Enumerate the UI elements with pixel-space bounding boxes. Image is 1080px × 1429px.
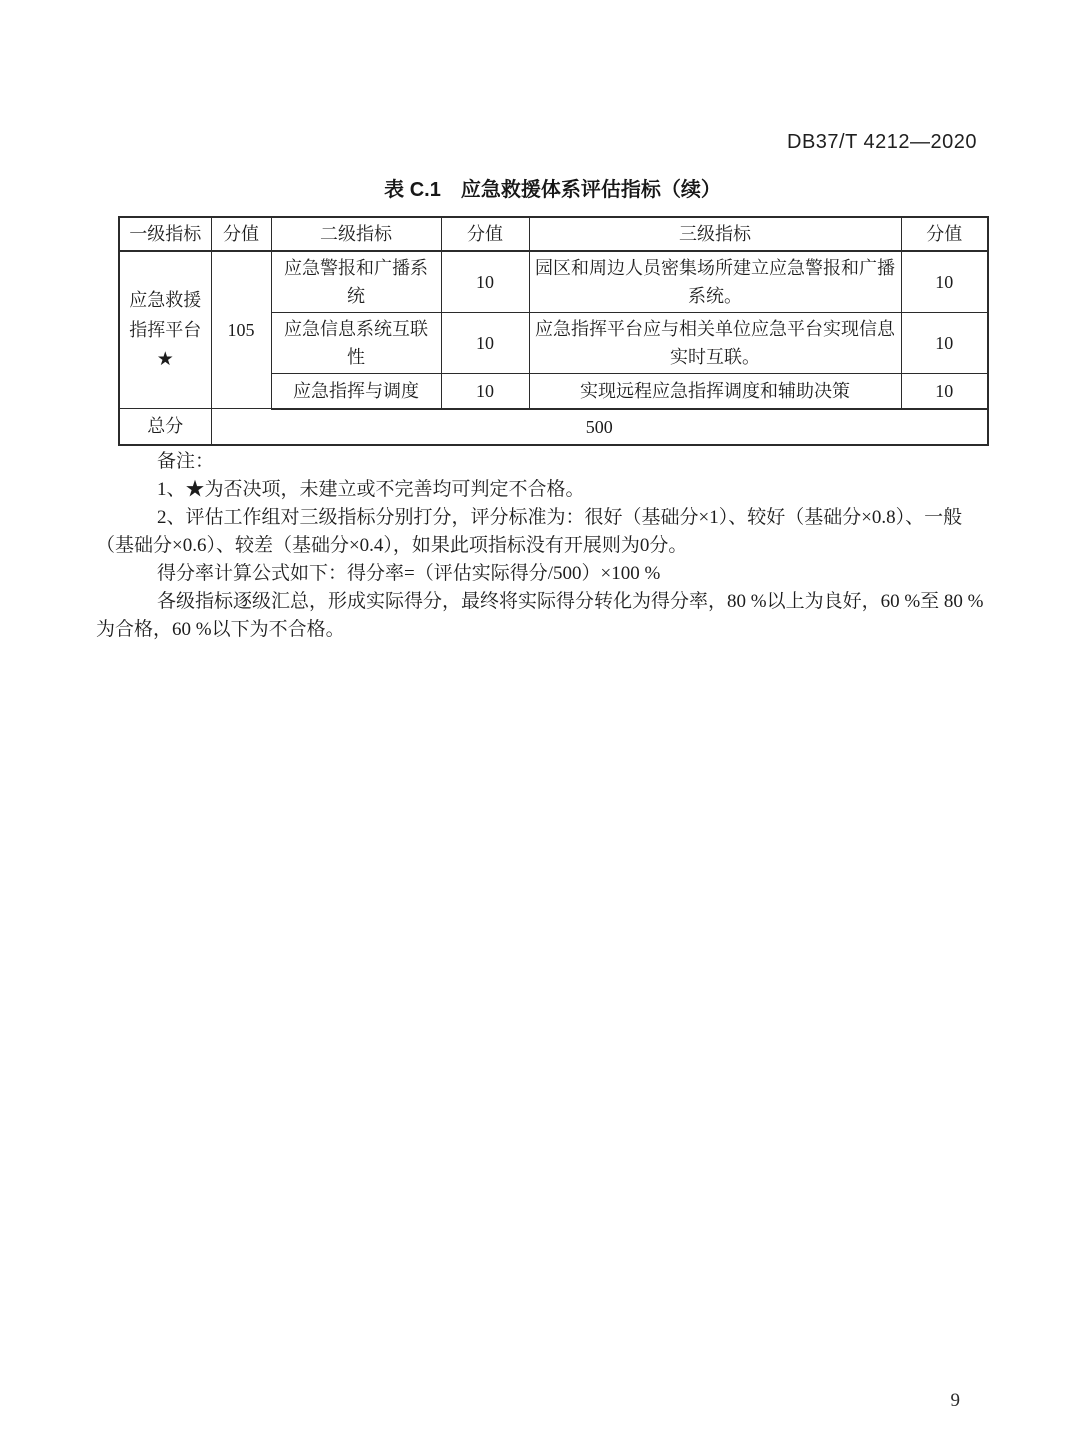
level2-cell: 应急指挥与调度 bbox=[271, 374, 441, 409]
col-header-level3: 三级指标 bbox=[529, 217, 901, 251]
col-header-score1: 分值 bbox=[211, 217, 271, 251]
page-number: 9 bbox=[950, 1390, 960, 1411]
note-item-2: 2、评估工作组对三级指标分别打分，评分标准为：很好（基础分×1）、较好（基础分×0.8）、一般（基础分×0.6）、较差（基础分×0.4），如果此项指标没有开展则为0分。 bbox=[96, 507, 963, 556]
total-row bbox=[119, 409, 988, 445]
table-row bbox=[119, 251, 988, 313]
total-label-cell: 总分 bbox=[119, 409, 211, 445]
note-item-1: 1、★为否决项，未建立或不完善均可判定不合格。 bbox=[157, 479, 585, 500]
total-value-cell: 500 bbox=[211, 409, 988, 445]
level3-score-cell: 10 bbox=[901, 313, 988, 374]
level1-score-cell: 105 bbox=[211, 251, 271, 409]
level1-indicator-cell bbox=[119, 251, 211, 409]
level2-score-cell: 10 bbox=[441, 313, 529, 374]
evaluation-table bbox=[118, 216, 989, 446]
star-icon: ★ bbox=[156, 349, 174, 370]
col-header-level2: 二级指标 bbox=[271, 217, 441, 251]
col-header-level1: 一级指标 bbox=[119, 217, 211, 251]
level1-line2: 指挥平台 bbox=[129, 320, 202, 340]
level3-score-cell: 10 bbox=[901, 374, 988, 409]
table-header-row bbox=[119, 217, 988, 251]
level3-score-cell: 10 bbox=[901, 251, 988, 313]
col-header-score2: 分值 bbox=[441, 217, 529, 251]
level3-cell: 实现远程应急指挥调度和辅助决策 bbox=[529, 374, 901, 409]
level2-score-cell: 10 bbox=[441, 374, 529, 409]
doc-number: DB37/T 4212—2020 bbox=[787, 131, 977, 153]
notes-section bbox=[96, 448, 988, 644]
notes-label: 备注： bbox=[157, 451, 215, 472]
level2-cell: 应急警报和广播系统 bbox=[271, 251, 441, 313]
col-header-score3: 分值 bbox=[901, 217, 988, 251]
table-title: 表 C.1 应急救援体系评估指标（续） bbox=[384, 179, 721, 201]
note-item-3: 得分率计算公式如下：得分率=（评估实际得分/500）×100 % bbox=[157, 563, 661, 584]
level3-cell: 应急指挥平台应与相关单位应急平台实现信息实时互联。 bbox=[529, 313, 901, 374]
note-item-4: 各级指标逐级汇总，形成实际得分，最终将实际得分转化为得分率，80 %以上为良好，60 %至 80 %为合格，60 %以下为不合格。 bbox=[96, 591, 984, 640]
level1-line1: 应急救援 bbox=[129, 290, 202, 310]
level2-score-cell: 10 bbox=[441, 251, 529, 313]
level2-cell: 应急信息系统互联性 bbox=[271, 313, 441, 374]
level3-cell: 园区和周边人员密集场所建立应急警报和广播系统。 bbox=[529, 251, 901, 313]
